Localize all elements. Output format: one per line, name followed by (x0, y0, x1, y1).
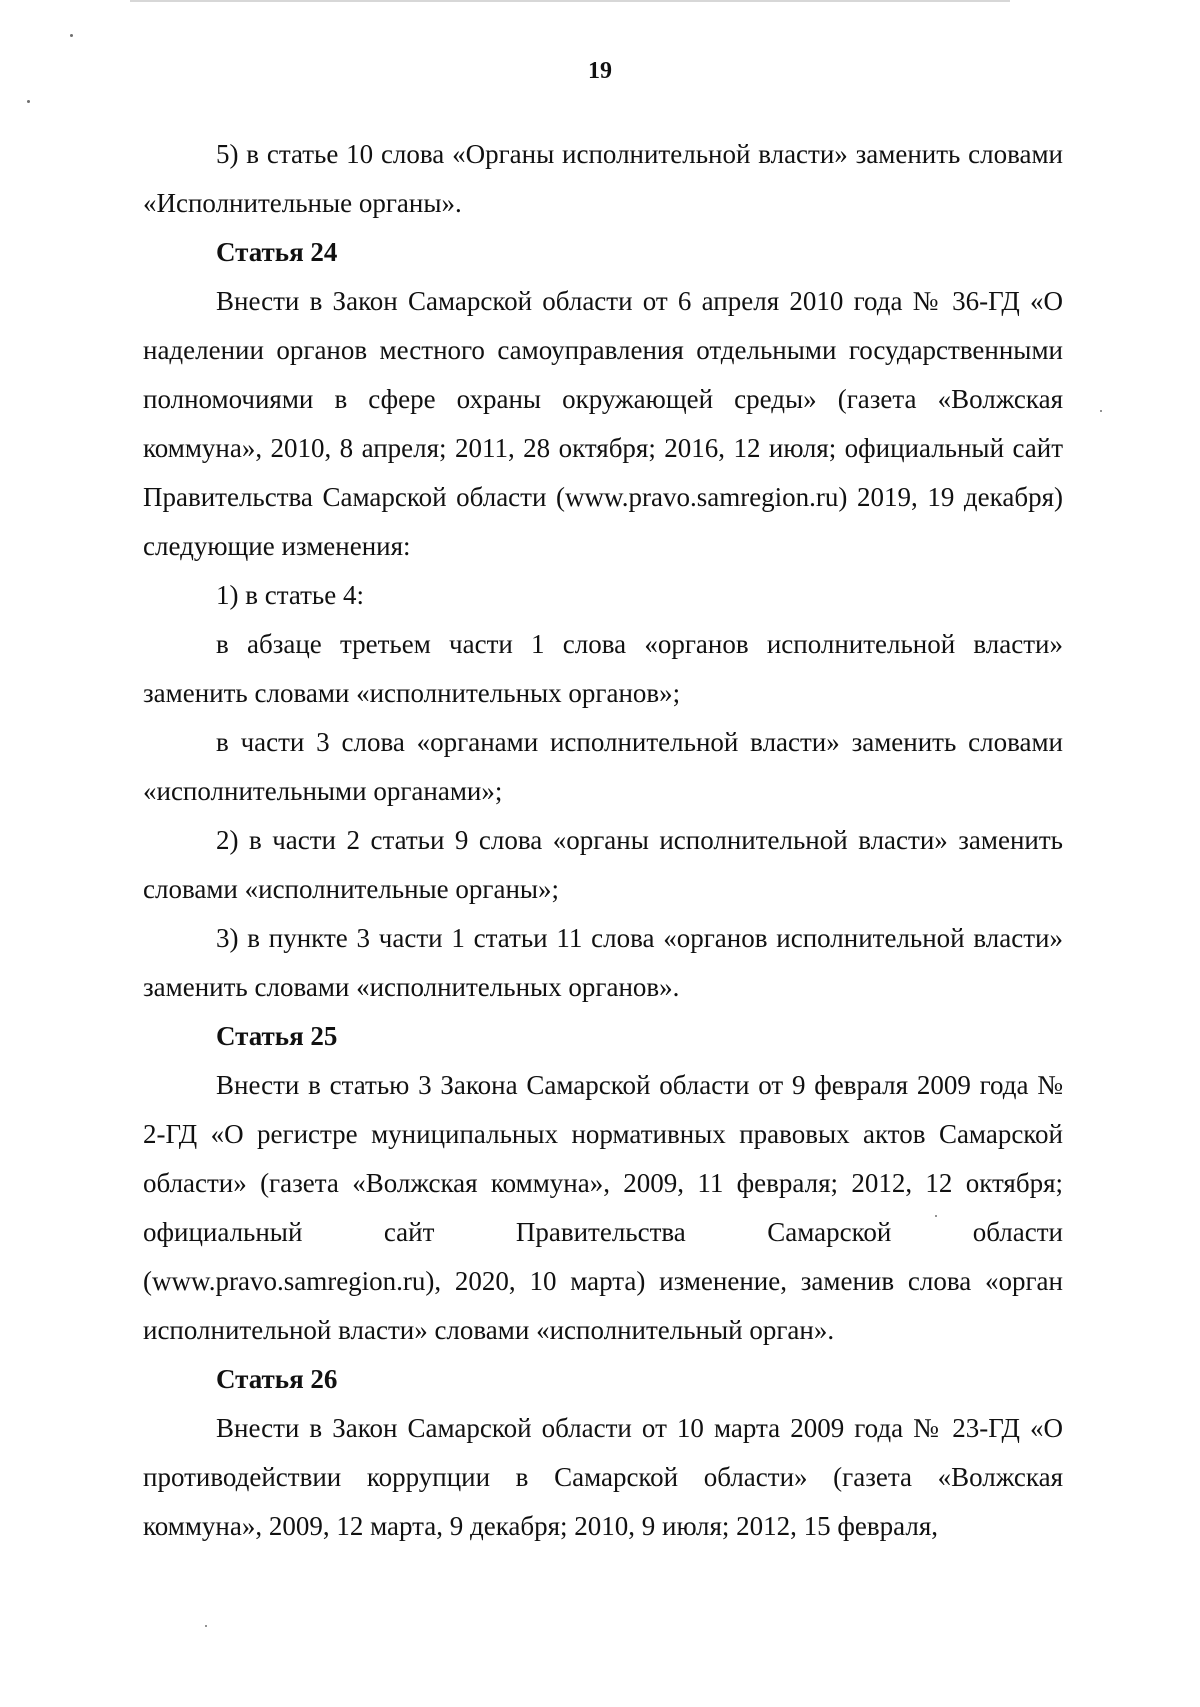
scan-speck (70, 34, 73, 37)
scan-edge-line (130, 0, 1010, 2)
paragraph: 3) в пункте 3 части 1 статьи 11 слова «органов исполнительной власти» заменить словами «исполнительных органов». (143, 923, 1063, 1002)
article-heading: Статья 24 (216, 237, 338, 267)
scan-speck (27, 100, 30, 103)
paragraph: Внести в Закон Самарской области от 6 апреля 2010 года № 36-ГД «О наделении органов местного самоуправления отдельными государственными полномочиями в сфере охраны окружающей среды» (газета «Волжская коммуна», 2010, 8 апреля; 2011, 28 октября; 2016, 12 июля; официальный сайт Правительства Самарской области (www.pravo.samregion.ru) 2019, 19 декабря) следующие изменения: (143, 286, 1063, 561)
paragraph: в части 3 слова «органами исполнительной власти» заменить словами «исполнительными органами»; (143, 727, 1063, 806)
paragraph: 5) в статье 10 слова «Органы исполнительной власти» заменить словами «Исполнительные органы». (143, 139, 1063, 218)
article-heading: Статья 26 (216, 1364, 338, 1394)
document-body (143, 130, 1063, 1551)
paragraph: в абзаце третьем части 1 слова «органов исполнительной власти» заменить словами «исполнительных органов»; (143, 629, 1063, 708)
paragraph: 1) в статье 4: (216, 580, 364, 610)
scan-speck (1100, 410, 1102, 412)
scan-speck (205, 1625, 207, 1627)
page-number: 19 (588, 58, 612, 84)
paragraph: 2) в части 2 статьи 9 слова «органы исполнительной власти» заменить словами «исполнительные органы»; (143, 825, 1063, 904)
paragraph: Внести в Закон Самарской области от 10 марта 2009 года № 23-ГД «О противодействии коррупции в Самарской области» (газета «Волжская коммуна», 2009, 12 марта, 9 декабря; 2010, 9 июля; 2012, 15 февраля, (143, 1413, 1063, 1541)
article-heading: Статья 25 (216, 1021, 338, 1051)
paragraph: Внести в статью 3 Закона Самарской области от 9 февраля 2009 года № 2-ГД «О регистре муниципальных нормативных правовых актов Самарской области» (газета «Волжская коммуна», 2009, 11 февраля; 2012, 12 октября; официальный сайт Правительства Самарской области (www.pravo.samregion.ru), 2020, 10 марта) изменение, заменив слова «орган исполнительной власти» словами «исполнительный орган». (143, 1070, 1063, 1345)
